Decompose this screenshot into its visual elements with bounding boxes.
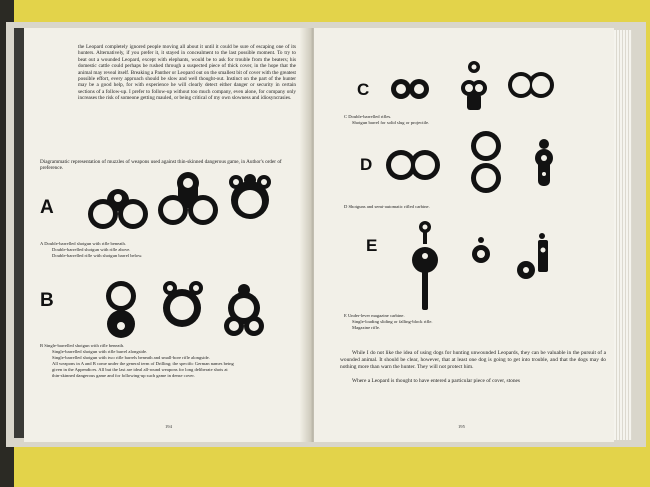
right-page-number: 195	[458, 424, 465, 429]
caption-b-line-5: thin-skinned dangerous game and for following-up such game in dense cover.	[52, 373, 195, 378]
muzzle-c3-icon	[508, 70, 554, 100]
caption-a-title: A Double-barrelled shotgun with rifle beneath.	[40, 241, 126, 246]
right-body-text-2: Where a Leopard is thought to have entered a particular piece of cover, stones	[352, 378, 521, 384]
muzzle-a2-icon	[158, 170, 218, 230]
diagram-heading: Diagrammatic representation of muzzles of weapons used against thin-skinned dangerous game, in Author's order of preference.	[40, 159, 282, 172]
caption-e-line-2: Magazine rifle.	[352, 325, 381, 330]
muzzle-d1-icon	[386, 148, 440, 182]
caption-a-line-2: Double-barrelled rifle with shotgun barrel below.	[52, 253, 143, 258]
muzzle-c1-icon	[390, 78, 430, 100]
muzzle-a3-icon	[228, 170, 272, 228]
caption-b-line-1: Single-barrelled shotgun with rifle barrel alongside.	[52, 349, 148, 354]
muzzle-c2-icon	[460, 60, 488, 112]
left-intro-text: the Leopard completely ignored people moving all about it until it could be sure of escaping one of its hunters. Alternatively, if you prefer it, it stayed in concealment to the last possible moment. To try to beat out a wounded Leopard, except with elephants, would be to ask for trouble from the beaters; his domestic cattle could perhaps be rushed through a suspected piece of thick cover, in the hope that the animal may reveal itself. Breaking a Panther or Leopard out on the smallest bit of cover with the greatest possible effort, every approach should be slow and well thought-out. Instinct on the part of the hunter may be a good help, for with experience he will clearly detect either danger or security in certain sections of a follow-up. I prefer to follow-up without too much company, even alone, for company only increases the risk of someone getting mauled, or being critical of my own slowness and idiosyncrasies.	[78, 44, 296, 102]
label-a: A	[40, 197, 54, 218]
muzzle-d3-icon	[532, 138, 556, 190]
caption-e-title: E Under-lever magazine carbine.	[344, 313, 405, 318]
muzzle-e1-icon	[412, 220, 438, 312]
caption-a-line-1: Double-barrelled shotgun with rifle above.	[52, 247, 131, 252]
caption-c-title: C Double-barrelled rifles.	[344, 114, 392, 119]
label-e: E	[366, 236, 378, 255]
book-cover-edge	[14, 28, 24, 438]
muzzle-b2-icon	[160, 278, 206, 330]
label-b: B	[40, 290, 54, 311]
right-body-text: While I do not like the idea of using dogs for hunting unwounded Leopards, they can be valuable in the pursuit of a wounded animal. It should be clear, however, that at least one dog is going to get into trouble, and that the dogs may do nothing more than warn the hunter. They will not protect him.	[340, 350, 606, 370]
caption-b-title: B Single-barrelled shotgun with rifle beneath.	[40, 343, 125, 348]
muzzle-e3-icon	[514, 232, 554, 282]
page-edges	[614, 30, 632, 440]
label-c: C	[357, 80, 370, 99]
caption-b-line-3: All weapons in A and B come under the general term of Drilling; the specific German names being	[52, 361, 234, 366]
caption-e-line-1: Single-loading sliding or falling-block rifle.	[352, 319, 433, 324]
muzzle-b3-icon	[222, 282, 268, 338]
muzzle-b1-icon	[106, 278, 136, 340]
caption-b-line-4: given in the Appendices. All but the last are ideal all-round weapons for long deliberate shots at	[52, 367, 228, 372]
left-page-number: 194	[165, 424, 172, 429]
caption-c-line: Shotgun barrel for solid slug or projectile.	[352, 120, 430, 125]
caption-b-line-2: Single-barrelled shotgun with two rifle barrels beneath and small-bore rifle alongside.	[52, 355, 210, 360]
muzzle-a1-icon	[88, 180, 148, 236]
muzzle-d2-icon	[470, 130, 502, 196]
caption-d-title: D Shotguns and semi-automatic rifled carbine.	[344, 204, 430, 209]
muzzle-e2-icon	[470, 236, 492, 266]
label-d: D	[360, 155, 373, 174]
